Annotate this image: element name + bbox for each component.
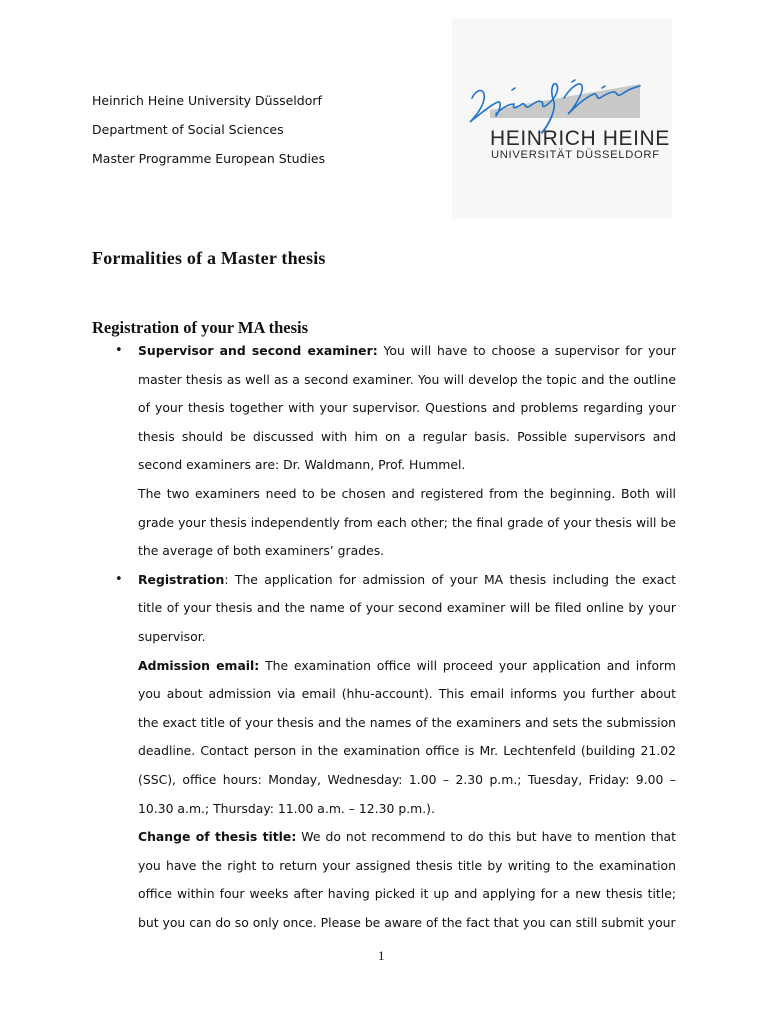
programme-name: Master Programme European Studies: [92, 151, 326, 166]
logo-subtitle: UNIVERSITÄT DÜSSELDORF: [491, 149, 660, 161]
document-title: Formalities of a Master thesis: [92, 248, 326, 268]
list-item: [115, 337, 676, 566]
paragraph-label: Registration: [138, 571, 225, 587]
paragraph: [138, 566, 676, 652]
list-item: [115, 566, 676, 938]
paragraph-text: You will have to choose a supervisor for your master thesis as well as a second examiner. You will develop the topic and the outline of your thesis together with your supervisor. Questions and problems regarding your thesis should be discussed with him on a regular basis. Possible supervisors and second examiners are: Dr. Waldmann, Prof. Hummel.: [138, 343, 676, 473]
paragraph: [138, 652, 676, 824]
paragraph-text: The examination office will proceed your application and inform you about admission via email (hhu-account). This email informs you further about the exact title of your thesis and the names of the examiners and sets the submission deadline. Contact person in the examination office is Mr. Lechtenfeld (building 21.02 (SSC), office hours: Monday, Wednesday: 1.00 – 2.30 p.m.; Tuesday, Friday: 9.00 – 10.30 a.m.; Thursday: 11.00 a.m. – 12.30 p.m.).: [138, 657, 676, 816]
paragraph: [138, 480, 676, 566]
bullet-list: [115, 337, 676, 937]
paragraph-text: : The application for admission of your MA thesis including the exact title of your thesis and the name of your second examiner will be filed online by your supervisor.: [138, 571, 676, 644]
paragraph-text: We do not recommend to do this but have to mention that you have the right to return your assigned thesis title by writing to the examination office within four weeks after having picked it up and applying for a new thesis title; but you can do so only once. Please be aware of the fact that you can still submit your: [138, 829, 676, 930]
department-name: Department of Social Sciences: [92, 122, 284, 137]
paragraph: [138, 823, 676, 937]
paragraph-label: Change of thesis title:: [138, 829, 297, 845]
university-logo: [452, 18, 672, 218]
bullet-icon: •: [115, 571, 123, 587]
document-header: [92, 86, 325, 173]
paragraph-text: The two examiners need to be chosen and registered from the beginning. Both will grade your thesis independently from each other; the final grade of your thesis will be the average of both examiners’ grades.: [138, 485, 676, 559]
logo-name: HEINRICH HEINE: [490, 127, 670, 150]
paragraph: [138, 337, 676, 480]
university-name: Heinrich Heine University Düsseldorf: [92, 93, 322, 108]
paragraph-label: Supervisor and second examiner:: [138, 343, 378, 358]
bullet-icon: •: [115, 343, 123, 358]
page-number: 1: [378, 948, 385, 963]
section-heading: Registration of your MA thesis: [92, 318, 309, 337]
paragraph-label: Admission email:: [138, 657, 260, 673]
logo-graphic: [452, 18, 672, 218]
